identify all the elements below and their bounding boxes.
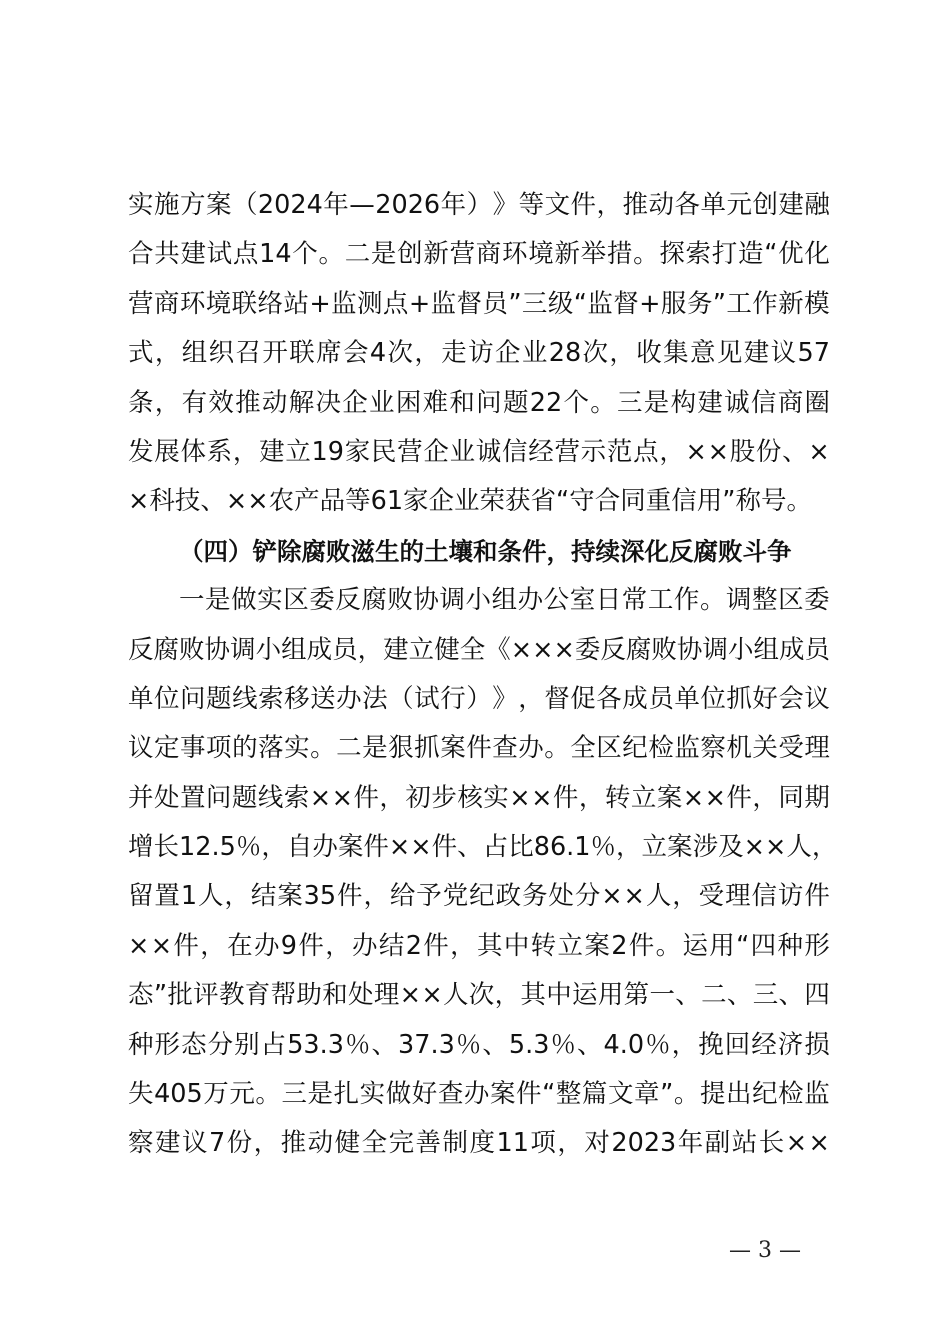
text-line: 合 共 建 试 点 14 个 。 二 是 创 新 营 商 环 境 新 举 措 。 探 索 打 造 “ 优 化 xyxy=(128,239,830,270)
text-line: 留 置 1 人 ， 结 案 35 件 ， 给 予 党 纪 政 务 处 分 × × 人 ， 受 理 信 访 件 xyxy=(128,881,830,912)
text-line: 条 ， 有 效 推 动 解 决 企 业 困 难 和 问 题 22 个 。 三 是 构 建 诚 信 商 圈 xyxy=(128,387,830,418)
text-line: 种 形 态 分 别 占 53.3 ％ 、 37.3 ％ 、 5.3 ％ 、 4.0 ％ ， 挽 回 经 济 损 xyxy=(128,1029,830,1060)
text-line: 态 ” 批 评 教 育 帮 助 和 处 理 × × 人 次 ， 其 中 运 用 第 一 、 二 、 三 、 四 xyxy=(128,980,830,1011)
text-line: ×科技、××农产品等61家企业荣获省“守合同重信用”称号。 xyxy=(128,486,812,517)
text-line: × × 件 ， 在 办 9 件 ， 办 结 2 件 ， 其 中 转 立 案 2 件 。 运 用 “ 四 种 形 xyxy=(128,930,830,961)
text-line: 实 施 方 案 （ 2024 年 — 2026 年 ） 》 等 文 件 ， 推 动 各 单 元 创 建 融 xyxy=(128,190,830,220)
text-line: 反 腐 败 协 调 小 组 成 员 ， 建 立 健 全 《 × × × 委 反 腐 败 协 调 小 组 成 员 xyxy=(128,634,831,665)
text-line: 发 展 体 系 ， 建 立 19 家 民 营 企 业 诚 信 经 营 示 范 点 ， × × 股 份 、 × xyxy=(128,436,830,467)
text-line: 式 ， 组 织 召 开 联 席 会 4 次 ， 走 访 企 业 28 次 ， 收 集 意 见 建 议 57 xyxy=(128,338,830,369)
text-line: 并 处 置 问 题 线 索 × × 件 ， 初 步 核 实 × × 件 ， 转 立 案 × × 件 ， 同 期 xyxy=(128,782,830,813)
text-line: 察 建 议 7 份 ， 推 动 健 全 完 善 制 度 11 项 ， 对 2023 年 副 站 长 × × xyxy=(128,1128,830,1159)
page-number: — 3 — xyxy=(729,1238,801,1263)
text-line: （四）铲除腐败滋生的土壤和条件，持续深化反腐败斗争 xyxy=(179,536,792,566)
text-line: 增 长 12.5 ％ ， 自 办 案 件 × × 件 、 占 比 86.1 ％ ， 立 案 涉 及 × × 人 ， xyxy=(128,832,838,863)
text-line: 营 商 环 境 联 络 站 + 监 测 点 + 监 督 员 ” 三 级 “ 监 督 + 服 务 ” 工 作 新 模 xyxy=(128,288,830,319)
text-line: 一 是 做 实 区 委 反 腐 败 协 调 小 组 办 公 室 日 常 工 作 。 调 整 区 委 xyxy=(179,585,830,616)
text-line: 单 位 问 题 线 索 移 送 办 法 （ 试 行 ） 》 ， 督 促 各 成 员 单 位 抓 好 会 议 xyxy=(128,683,830,714)
text-line: 议 定 事 项 的 落 实 。 二 是 狠 抓 案 件 查 办 。 全 区 纪 检 监 察 机 关 受 理 xyxy=(128,733,830,764)
body-text xyxy=(128,181,838,1169)
text-line: 失 405 万 元 。 三 是 扎 实 做 好 查 办 案 件 “ 整 篇 文 章 ” 。 提 出 纪 检 监 xyxy=(128,1079,830,1110)
